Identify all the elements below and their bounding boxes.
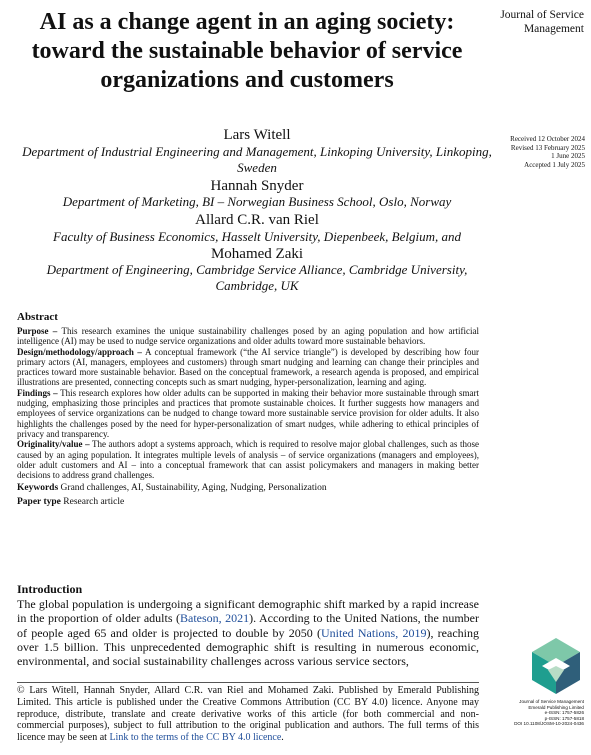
paper-type-text: Research article (60, 497, 125, 508)
abstract-heading: Abstract (17, 311, 58, 323)
abstract-originality (17, 439, 479, 480)
footer-eissn: e-ISSN: 1757-5826 (544, 710, 584, 716)
section-text: A conceptual framework (“the AI service triangle”) is developed by describing how four primary actors (AI, managers, employees and customers) through smart nudging and learning can change their principles and practices toward more sustainable behavior. Based on the conceptual framework, a research agenda is proposed, and empirical illustrations are presented, connecting concepts such as smart nudging, hyper-personalization, learning and aging. (17, 346, 479, 388)
keywords-text: Grand challenges, AI, Sustainability, Aging, Nudging, Personalization (58, 483, 327, 494)
citation-link[interactable]: United Nations, 2019 (321, 625, 427, 640)
author-name: Hannah Snyder (210, 178, 304, 194)
abstract-findings (17, 388, 479, 439)
author-name: Allard C.R. van Riel (195, 212, 319, 228)
author-affiliation: Department of Marketing, BI – Norwegian Business School, Oslo, Norway (62, 194, 452, 209)
footer-pissn: p-ISSN: 1757-5818 (544, 715, 584, 721)
abstract-purpose (17, 326, 479, 347)
abstract (17, 311, 479, 508)
copyright-text: © Lars Witell, Hannah Snyder, Allard C.R. van Riel and Mohamed Zaki. Published by Emerald Publishing Limited. This article is published under the Creative Commons Attribution (CC BY 4.0) licence. Anyone may reproduce, distribute, translate and create derivative works of this article (for both commercial and non-commercial purposes), subject to full attribution to the original publication and authors. The full terms of this licence may be seen at (17, 685, 479, 744)
section-label: Purpose – (17, 326, 58, 336)
citation-link[interactable]: Bateson, 2021 (180, 611, 250, 626)
publication-info (488, 699, 584, 727)
footer-publisher: Emerald Publishing Limited (528, 704, 584, 710)
introduction (17, 582, 479, 668)
section-label: Findings – (17, 387, 58, 398)
date-accepted: Accepted 1 July 2025 (524, 160, 585, 169)
section-text: This research examines the unique sustainability challenges posed by an aging population and how artificial intelligence (AI) may be used to nudge service organizations and older adults toward more sustainable behaviors. (17, 326, 480, 347)
section-text: The authors adopt a systems approach, which is required to resolve major global challenges, such as those caused by an aging population. It integrates multiple levels of analysis – of service organizations (managers and employees), older adult customers and AI – into a conceptual framework that can assist policymakers and managers in making better decisions to address grand challenges. (17, 439, 479, 481)
footer-journal: Journal of Service Management (519, 699, 584, 704)
paper-type (17, 496, 479, 508)
section-label: Design/methodology/approach – (17, 346, 142, 357)
license-link[interactable]: Link to the terms of the CC BY 4.0 licence (109, 732, 282, 744)
author-name: Mohamed Zaki (210, 246, 304, 262)
emerald-publishing-logo-icon (528, 636, 584, 698)
intro-text: ), reaching over 1.5 billion. This unprecedented demographic shift is resulting in numerous economic, environmental, and social sustainability challenges across various service sectors, (17, 625, 479, 669)
author-affiliation: Department of Industrial Engineering and Management, Linkoping University, Linkoping, Sweden (22, 144, 492, 175)
article-title: AI as a change agent in an aging society: toward the sustainable behavior of service organizations and customers (31, 9, 463, 93)
section-text: This research explores how older adults can be supported in making their behavior more sustainable through smart nudging, emphasizing those principles and practices that promote sustainable choices. It further suggests how managers and employees of service organizations can be nudged to change toward more sustainable service provision for older adults. It also highlights the challenges posed by the need for hyper-personalization of smart nudges, while adhering to ethical principles of privacy and transparency. (17, 387, 479, 439)
author-affiliation: Department of Engineering, Cambridge Service Alliance, Cambridge University, Cambridge, UK (46, 262, 468, 293)
date-revised-2: 1 June 2025 (551, 152, 585, 160)
intro-text: The global population is undergoing a significant demographic shift marked by a rapid increase in the proportion of older adults ( (17, 597, 479, 626)
journal-name: Journal of Service Management (500, 9, 584, 35)
keywords-label: Keywords (17, 483, 59, 494)
date-revised: Revised 13 February 2025 (510, 143, 585, 152)
introduction-heading: Introduction (17, 582, 83, 596)
author-name: Lars Witell (223, 127, 291, 143)
divider (17, 682, 479, 683)
intro-text: ). According to the United Nations, the number of people aged 65 and older is projected to double by 2050 ( (17, 611, 479, 640)
section-label: Originality/value – (17, 439, 90, 450)
footer-doi: DOI 10.1108/JOSM-10-2024-0436 (514, 721, 584, 727)
author-affiliation: Faculty of Business Economics, Hasselt University, Diepenbeek, Belgium, and (53, 229, 461, 244)
keywords (17, 482, 479, 494)
date-received: Received 12 October 2024 (510, 135, 585, 143)
copyright-notice (17, 685, 479, 744)
copyright-end: . (281, 732, 284, 744)
abstract-design (17, 347, 479, 388)
introduction-paragraph (17, 597, 479, 668)
paper-type-label: Paper type (17, 497, 61, 508)
